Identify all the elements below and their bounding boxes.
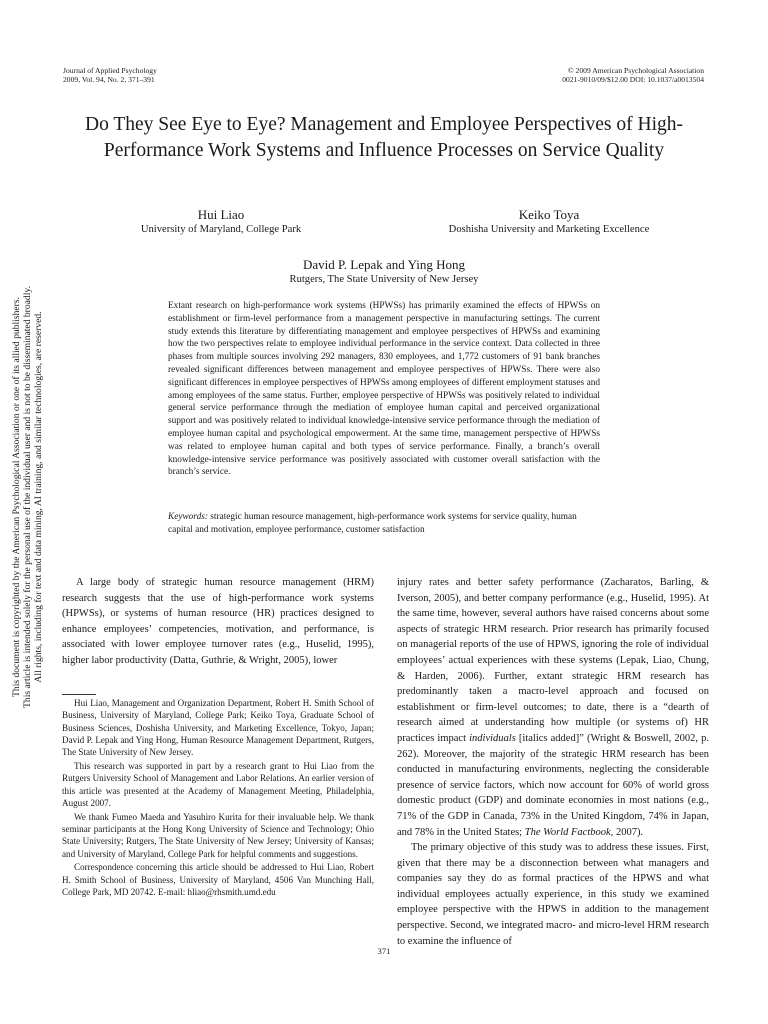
author-block-1 [110,207,332,236]
author-affiliation: University of Maryland, College Park [140,224,302,235]
body-column-right [397,575,709,949]
doi-line: 0021-9010/09/$12.00 DOI: 10.1037/a0013504 [562,74,704,84]
author-name: Hui Liao [197,207,245,222]
article-title: Do They See Eye to Eye? Management and Employee Perspectives of High-Performance Work Systems and Influence Processes on Service Quality [85,114,683,161]
italic-run: individuals [469,732,516,744]
author-affiliation: Rutgers, The State University of New Jersey [289,274,479,285]
text-run: injury rates and better safety performance (Zacharatos, Barling, & Iverson, 2005), and better company performance (e.g., Huselid, 1995). At the same time, however, several authors have raised concerns about some aspects of strategic HRM research. Prior research has primarily focused on managerial reports of the use of HPWS, ignoring the role of individual employees’ actual experiences with these systems (Lepak, Liao, Chung, & Harden, 2006). Further, extant strategic HRM research has predominantly taken a macro-level approach and focused on establishment or firm-level outcomes; to date, there is a “dearth of research aimed at understanding how multiple (or systems of) HR practices impact [397,577,709,744]
author-note-acknowledgments: We thank Fumeo Maeda and Yasuhiro Kurita for their invaluable help. We thank seminar participants at the Hong Kong University of Science and Technology; Ohio State University; Rutgers, The State University of New Jersey; University of Kansas; and University of Maryland, College Park for helpful comments and suggestions. [62,811,374,859]
keywords-label: Keywords: [168,512,208,522]
copyright-side-notice [6,262,50,732]
journal-volume: 2009, Vol. 94, No. 2, 371–391 [63,74,155,84]
copyright-line: © 2009 American Psychological Association [567,66,704,75]
author-note-funding: This research was supported in part by a research grant to Hui Liao from the Rutgers University School of Management and Labor Relations. An earlier version of this article was presented at the Academy of Management Meeting, Philadelphia, August 2007. [62,760,374,808]
body-column-left [62,575,374,669]
copyright-header [562,67,704,84]
author-affiliation: Doshisha University and Marketing Excellence [448,224,650,235]
author-name: David P. Lepak and Ying Hong [303,257,465,272]
body-paragraph: The primary objective of this study was to address these issues. First, given that there may be a disconnection between what managers and companies say they do as formal practices of the HPWS and what individual employees actually experience, in this study we examined employee perspective with the HPWS in addition to the management perspective. Second, we integrated macro- and micro-level HRM research to examine the influence of [397,842,709,947]
body-paragraph [397,575,709,840]
author-name: Keiko Toya [518,207,580,222]
text-run: 2007). [613,826,644,838]
author-block-3 [214,257,554,286]
footnote-divider [62,694,96,695]
author-note-correspondence: Correspondence concerning this article should be addressed to Hui Liao, Robert H. Smith School of Business, University of Maryland, 4506 Van Munching Hall, College Park, MD 20742. E-mail: hliao@rhsmith.umd.edu [62,862,374,897]
author-note-affiliations: Hui Liao, Management and Organization Department, Robert H. Smith School of Business, University of Maryland, College Park; Keiko Toya, Graduate School of Business Sciences, Doshisha University, and Marketing Excellence, Tokyo, Japan; David P. Lepak and Ying Hong, Human Resource Management Department, Rutgers, The State University of New Jersey. [62,698,374,758]
journal-name: Journal of Applied Psychology [63,66,157,75]
italic-run: The World Factbook, [524,826,614,838]
side-notice-line-1: This document is copyrighted by the American Psychological Association or one of its allied publishers. [11,297,23,697]
side-notice-line-2: This article is intended solely for the personal use of the individual user and is not to be disseminated broadly. [22,286,34,708]
text-run: [italics added]” (Wright & Boswell, 2002, p. 262). Moreover, the majority of the strategic HRM research has been conducted in manufacturing environments, neglecting the considerable presence of service factors, which now account for 60% of world gross domestic product (GDP) and dominate economies in most nations (e.g., 71% of the GDP in Canada, 73% in the United Kingdom, 74% in Japan, and 78% in the United States; [397,732,710,838]
keywords-text: strategic human resource management, high-performance work systems for service quality, human capital and motivation, employee performance, customer satisfaction [168,512,577,535]
body-paragraph: A large body of strategic human resource management (HRM) research suggests that the use of high-performance work systems (HPWSs), or systems of human resource (HR) practices designed to enhance employees’ competencies, motivation, and performance, is associated with lower employee turnover rates (e.g., Huselid, 1995), higher labor productivity (Datta, Guthrie, & Wright, 2005), lower [62,577,374,666]
side-notice-line-3: All rights, including for text and data mining, AI training, and similar technologies, are reserved. [33,311,45,683]
abstract: Extant research on high-performance work systems (HPWSs) has primarily examined the effects of HPWSs on establishment or firm-level performance from a management perspective in manufacturing settings. The current study extends this literature by differentiating management and employee perspectives of HPWSs and examining how the two perspectives relate to employee individual performance in the service context. Data collected in three phases from multiple sources involving 292 managers, 830 employees, and 1,772 customers of 91 bank branches revealed significant differences between management and employee perspectives of HPWSs. There were also significant differences in employee perspectives of HPWSs among employees of different employment statuses and among employees of the same status. Further, employee perspective of HPWSs was positively related to individual general service performance through the mediation of employee human capital and perceived organizational support and was positively related to individual knowledge-intensive service performance through the mediation of employee human capital and psychological empowerment. At the same time, management perspective of HPWSs was related to employee human capital and both types of service performance. Finally, a branch’s overall knowledge-intensive service performance was positively associated with customer overall satisfaction with the branch’s service. [168,301,600,478]
author-notes [62,697,374,898]
journal-header [63,67,157,84]
author-block-2 [418,207,680,236]
keywords [168,511,600,537]
page-number: 371 [377,946,391,956]
